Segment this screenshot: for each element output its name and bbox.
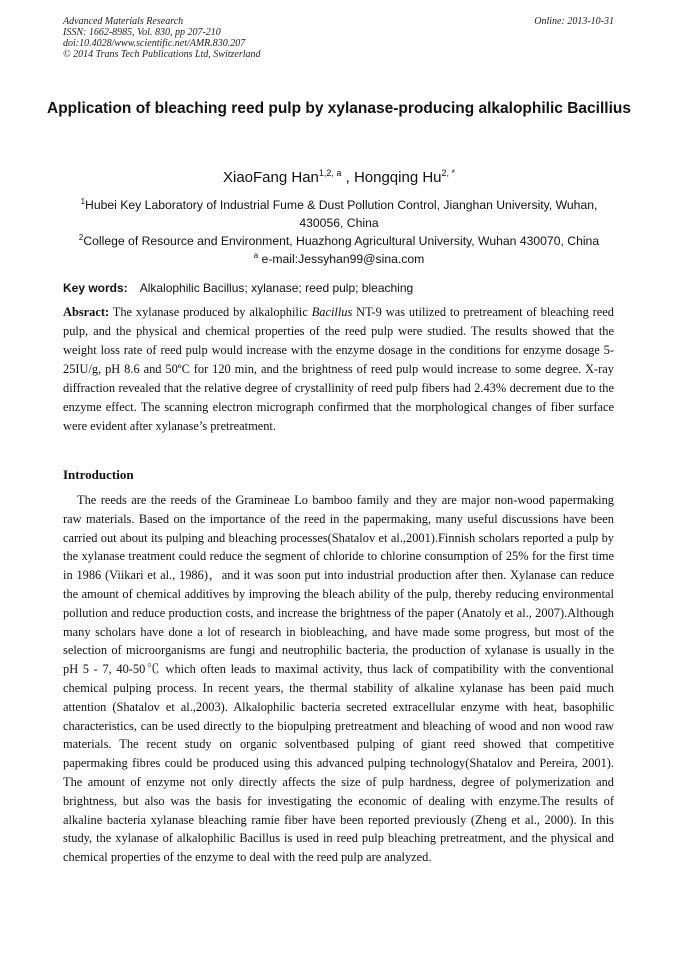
online-date: Online: 2013-10-31	[534, 16, 614, 27]
keywords-label: Key words:	[63, 281, 128, 295]
affiliation-text: Hubei Key Laboratory of Industrial Fume & Dust Pollution Control, Jianghan University, Wuhan, 430056, China	[85, 198, 598, 230]
abstract-text: NT-9 was utilized to pretreament of bleaching reed pulp, and the physical and chemical properties of the reed pulp were studied. The results showed that the weight loss rate of reed pulp would increase with the enzyme dosage in the conditions for enzyme dosage 5-25IU/g, pH 8.6 and 50ºC for 120 min, and the brightness of reed pulp would increase to some degree. X-ray diffraction revealed that the relative degree of crystallinity of reed pulp fibers had 2.43% decrement due to the enzyme effect. The scanning electron micrograph confirmed that the morphological changes of fiber surface were evident after xylanase’s pretreatment.	[63, 305, 614, 433]
author-affiliation-marker: 1,2, a	[318, 168, 342, 178]
abstract-text: The xylanase produced by alkalophilic	[109, 305, 312, 319]
author-name: Hongqing Hu	[353, 169, 442, 186]
affiliation-2	[60, 232, 618, 250]
author-separator: ,	[341, 169, 354, 186]
email-text: e-mail:Jessyhan99@sina.com	[258, 252, 425, 266]
copyright-line: © 2014 Trans Tech Publications Ltd, Switzerland	[63, 49, 261, 60]
abstract-label: Absract:	[63, 305, 110, 319]
author-affiliation-marker: 2, *	[441, 168, 456, 178]
affiliation-1	[60, 196, 618, 232]
affiliation-text: College of Resource and Environment, Huazhong Agricultural University, Wuhan 430070, China	[83, 234, 600, 248]
journal-header	[63, 16, 261, 60]
author-line	[40, 168, 638, 188]
email-marker: a	[253, 251, 259, 260]
section-heading-introduction: Introduction	[63, 467, 134, 482]
contact-email	[60, 250, 618, 268]
doi-line: doi:10.4028/www.scientific.net/AMR.830.207	[63, 38, 246, 49]
affiliation-marker: 2	[78, 233, 84, 242]
affiliation-marker: 1	[80, 197, 86, 206]
keywords-line	[63, 280, 615, 296]
keywords-text: Alkalophilic Bacillus; xylanase; reed pulp; bleaching	[139, 281, 414, 295]
abstract-paragraph	[63, 303, 614, 436]
author-name: XiaoFang Han	[222, 169, 319, 186]
journal-name: Advanced Materials Research	[63, 16, 184, 27]
paper-title: Application of bleaching reed pulp by xylanase-producing alkalophilic Bacillius	[47, 100, 631, 117]
issn-line: ISSN: 1662-8985, Vol. 830, pp 207-210	[63, 27, 221, 38]
abstract-genus-name: Bacillus	[311, 305, 353, 319]
introduction-paragraph: The reeds are the reeds of the Gramineae Lo bamboo family and they are major non-wood papermaking raw materials. Based on the importance of the reed in the papermaking, many useful discussions have been carried out about its pulping and bleaching processes(Shatalov et al.,2001).Finnish scholars reported a pulp by the xylanase treatment could reduce the segment of chloride to chlorine consumption of 25% for the first time in 1986 (Viikari et al., 1986)，and it was soon put into industrial production after then. Xylanase can reduce the amount of chemical additives by improving the bleach ability of the pulp, thereby reducing environmental pollution and reduce production costs, and increase the brightness of the paper (Anatoly et al., 2007).Although many scholars have done a lot of research in biobleaching, and have made some progress, but most of the selection of microorganisms are fungi and neutrophilic bacteria, the production of xylanase is usually in the pH 5 - 7, 40-50℃ which often leads to maximal activity, thus lack of compatibility with the conventional chemical pulping process. In recent years, the thermal stability of alkaline xylanase has been paid much attention (Shatalov et al.,2003). Alkalophilic bacteria secreted extracellular enzyme with heat, basophilic characteristics, can be used directly to the biopulping pretreatment and bleaching of wood and non wood raw materials. The recent study on organic solventbased pulping of giant reed showed that competitive papermaking fibres could be produced using this advanced pulping technology(Shatalov and Pereira, 2001). The amount of enzyme not only directly affects the size of pulp hardness, degree of polymerization and brightness, but also was the basis for investigating the economic of dealing with enzyme.The results of alkaline bacteria xylanase bleaching ramie fiber have been reported previously (Zheng et al., 2000). In this study, the xylanase of alkalophilic Bacillus is used in reed pulp bleaching pretreatment, and the physical and chemical properties of the enzyme to deal with the reed pulp are analyzed.	[63, 493, 614, 865]
